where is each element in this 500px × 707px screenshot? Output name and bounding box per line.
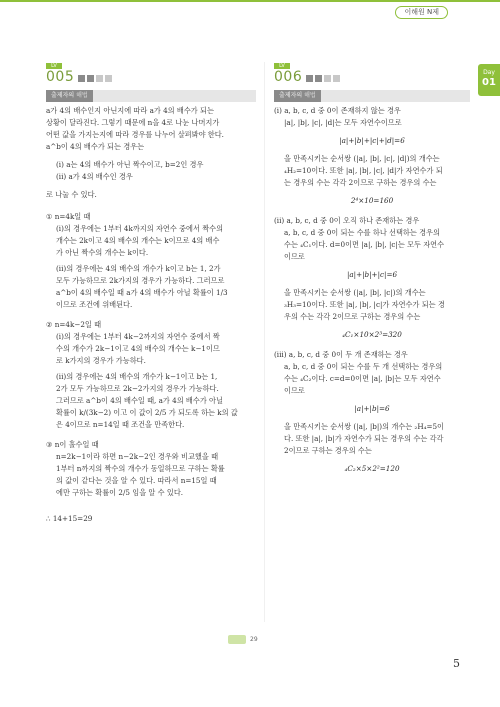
text-line: 이므로	[284, 386, 305, 395]
text-line: a^b이 4의 배수일 때 a가 4의 배수가 아닐 확률이 1/3	[56, 288, 228, 297]
text-line: 수는 ₄C₁이다. d=0이면 |a|, |b|, |c|는 모두 자연수	[284, 240, 445, 249]
result: ₄C₂×5×2²=120	[344, 464, 400, 473]
text-line: 모두 가능하므로 2k가지의 경우가 가능하다. 그러므로	[56, 276, 225, 285]
case-heading: ② n=4k−2일 때	[46, 320, 102, 329]
text-line: (iii) a, b, c, d 중 0이 두 개 존재하는 경우	[274, 350, 408, 359]
series-title: 이해원 N제	[395, 6, 448, 19]
page-number: 5	[453, 657, 460, 670]
text-line: a, b, c, d 중 0이 되는 수를 두 개 선택하는 경우의	[284, 362, 443, 371]
section-3	[274, 349, 470, 397]
problem-005-solution	[46, 62, 256, 525]
case-item: (ii) a가 4의 배수인 경우	[56, 172, 133, 181]
result: ₄C₁×10×2³=320	[342, 330, 402, 339]
text-line: (i)의 경우에는 1부터 4k까지의 자연수 중에서 짝수의	[56, 224, 224, 233]
difficulty-square	[306, 75, 313, 82]
difficulty-squares	[306, 75, 340, 82]
text-line: (i)의 경우에는 1부터 4k−2까지의 자연수 중에서 짝	[56, 332, 220, 341]
difficulty-square	[96, 75, 103, 82]
solution-tag-em: 해법	[76, 92, 88, 99]
text-line: 2이므로 구하는 경우의 수는	[284, 446, 372, 455]
case-3-body	[46, 451, 256, 499]
solution-tag	[274, 90, 321, 102]
text-line: (ii)의 경우에는 4의 배수의 개수가 k−1이고 b는 1,	[56, 372, 218, 381]
solution-tag-label: 출제자의	[51, 92, 75, 99]
section-1	[274, 105, 470, 129]
text-line: 가 아닌 짝수의 개수는 k이다.	[56, 248, 149, 257]
intro-paragraph	[46, 105, 256, 153]
text-line: 1부터 n까지의 짝수의 개수가 동일하므로 구하는 확률	[56, 464, 225, 473]
text-line: 어떤 값을 가지는지에 따라 경우를 나누어 살펴봐야 한다.	[46, 130, 224, 139]
text-line: (ii)의 경우에는 4의 배수의 개수가 k이고 b는 1, 2가	[56, 264, 221, 273]
text-line: 에만 구하는 확률이 2/5 임을 알 수 있다.	[56, 488, 184, 497]
solution-tag	[46, 90, 93, 102]
day-number: 01	[482, 77, 496, 88]
difficulty-square	[324, 75, 331, 82]
text-line: |a|, |b|, |c|, |d|는 모두 자연수이므로	[284, 118, 402, 127]
question-header	[274, 62, 470, 84]
section-2	[274, 215, 470, 263]
question-number: 006	[274, 69, 303, 85]
text-line: 은 4이므로 n=14일 때 조건을 만족한다.	[56, 420, 185, 429]
section-2-body	[274, 287, 470, 323]
solution-bar	[274, 90, 470, 102]
text-line: (i) a, b, c, d 중 0이 존재하지 않는 경우	[274, 106, 401, 115]
difficulty-square	[315, 75, 322, 82]
case-2-body	[46, 331, 256, 431]
final-answer: ∴ 14+15=29	[46, 514, 93, 523]
text-line: ₃H₃=10이다. 또한 |a|, |b|, |c|가 자연수가 되는 경	[284, 300, 445, 309]
solution-tag-label: 출제자의	[279, 92, 303, 99]
day-label: Day	[483, 69, 495, 76]
text-line: 개수는 2k이고 4의 배수의 개수는 k이므로 4의 배수	[56, 236, 220, 245]
text-line: 을 만족시키는 순서쌍 (|a|, |b|)의 개수는 ₂H₄=5이	[284, 422, 445, 431]
case-1-body	[46, 223, 256, 311]
footer-page-ref: 29	[250, 636, 258, 643]
result: 2⁴×10=160	[350, 196, 394, 205]
equation: |a|+|b|+|c|=6	[346, 270, 398, 279]
case-item: (i) a는 4의 배수가 아닌 짝수이고, b=2인 경우	[56, 160, 204, 169]
difficulty-square	[105, 75, 112, 82]
text-line: 상황이 달라진다. 그렇기 때문에 n을 4로 나눈 나머지가	[46, 118, 220, 127]
case-list	[46, 159, 256, 183]
text-line: ₄H₂=10이다. 또한 |a|, |b|, |c|, |d|가 자연수가 되	[284, 166, 443, 175]
text-line: 이므로 조건에 위배된다.	[56, 300, 133, 309]
level-badge: LV	[274, 63, 290, 69]
equation: |a|+|b|=6	[354, 404, 390, 413]
text-line: 확률이 k/(3k−2) 이고 이 값이 2/5 가 되도록 하는 k의 값	[56, 408, 238, 417]
text-line: 이므로	[284, 252, 305, 261]
problem-006-solution	[274, 62, 470, 481]
difficulty-square	[333, 75, 340, 82]
equation: |a|+|b|+|c|+|d|=6	[339, 136, 405, 145]
case-intro: 로 나눌 수 있다.	[46, 190, 97, 199]
text-line: a가 4의 배수인지 아닌지에 따라 a가 4의 배수가 되는	[46, 106, 214, 115]
text-line: 을 만족시키는 순서쌍 (|a|, |b|, |c|, |d|)의 개수는	[284, 154, 440, 163]
text-line: 로 k가지의 경우가 가능하다.	[56, 356, 146, 365]
section-3-body	[274, 421, 470, 457]
difficulty-squares	[78, 75, 112, 82]
column-divider	[264, 62, 265, 622]
top-bar	[0, 0, 500, 22]
text-line: n=2k−1이라 하면 n−2k−2인 경우와 비교했을 때	[56, 452, 219, 461]
text-line: 2가 모두 가능하므로 2k−2가지의 경우가 가능하다.	[56, 384, 219, 393]
level-badge: LV	[46, 63, 62, 69]
text-line: 수는 ₄C₂이다. c=d=0이면 |a|, |b|는 모두 자연수	[284, 374, 441, 383]
day-tab	[478, 64, 500, 96]
top-accent-line	[0, 0, 500, 2]
case-heading: ① n=4k일 때	[46, 212, 91, 221]
text-line: 수의 개수가 2k−1이고 4의 배수의 개수는 k−1이므	[56, 344, 220, 353]
section-1-body	[274, 153, 470, 189]
footer-marker	[228, 635, 246, 644]
case-heading: ③ n이 홀수일 때	[46, 440, 99, 449]
text-line: 그러므로 a^b이 4의 배수일 때, a가 4의 배수가 아닐	[56, 396, 223, 405]
text-line: 우의 수는 각각 2이므로 구하는 경우의 수는	[284, 312, 421, 321]
text-line: 을 만족시키는 순서쌍 (|a|, |b|, |c|)의 개수는	[284, 288, 426, 297]
solution-tag-em: 해법	[304, 92, 316, 99]
question-number: 005	[46, 69, 75, 85]
text-line: 는 경우의 수는 각각 2이므로 구하는 경우의 수는	[284, 178, 437, 187]
text-line: a^b이 4의 배수가 되는 경우는	[46, 142, 145, 151]
text-line: 다. 또한 |a|, |b|가 자연수가 되는 경우의 수는 각각	[284, 434, 444, 443]
text-line: 의 값이 같다는 것을 알 수 있다. 따라서 n=15일 때	[56, 476, 217, 485]
text-line: (ii) a, b, c, d 중 0이 오직 하나 존재하는 경우	[274, 216, 420, 225]
question-header	[46, 62, 256, 84]
difficulty-square	[87, 75, 94, 82]
difficulty-square	[78, 75, 85, 82]
text-line: a, b, c, d 중 0이 되는 수를 하나 선택하는 경우의	[284, 228, 440, 237]
solution-bar	[46, 90, 256, 102]
